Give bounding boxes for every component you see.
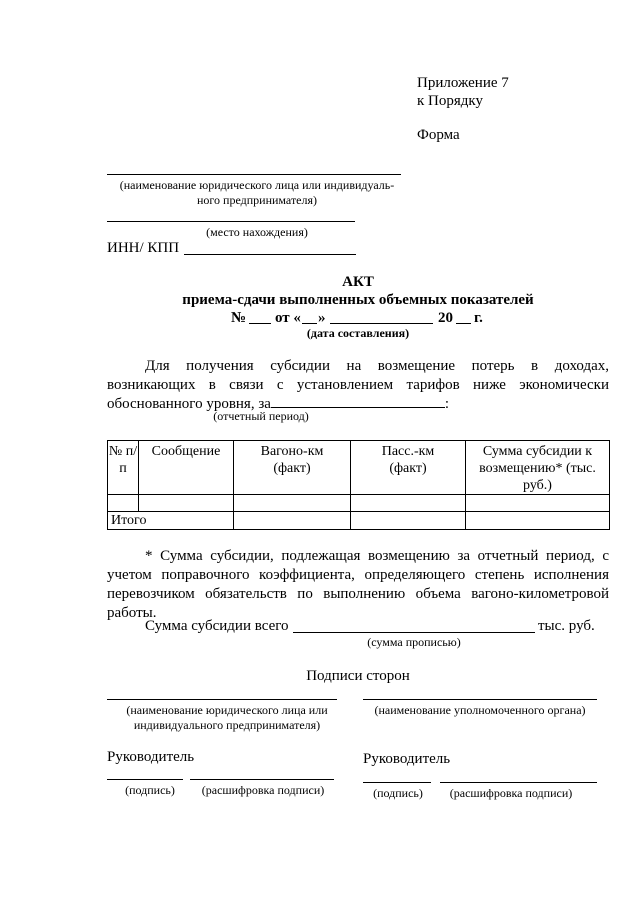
appendix-reference: к Порядку (417, 93, 483, 109)
right-party-caption: (наименование уполномоченного органа) (374, 703, 586, 717)
left-sign-caption: (подпись) (125, 783, 175, 797)
total-sum-line (293, 632, 535, 633)
act-number-line (249, 323, 271, 324)
org-name-caption-2: ного предпринимателя) (196, 193, 318, 207)
col-header-route: Сообщение (139, 441, 234, 495)
table-cell[interactable] (139, 495, 234, 512)
total-pass-km-cell[interactable] (351, 512, 466, 530)
table-header-row (108, 441, 610, 495)
subsidy-table (107, 440, 610, 530)
table-total-row (108, 512, 610, 530)
location-caption: (место нахождения) (206, 225, 308, 239)
left-sign-line (107, 779, 183, 780)
left-party-line (107, 699, 337, 700)
act-date-quote: » (318, 310, 326, 326)
act-subtitle: приема-сдачи выполненных объемных показателей (182, 292, 534, 308)
signatures-title: Подписи сторон (306, 668, 410, 684)
col-header-subsidy: Сумма субсидии к возмещению* (тыс. руб.) (466, 441, 610, 495)
org-name-line (107, 174, 401, 175)
total-subsidy-cell[interactable] (466, 512, 610, 530)
right-party-line (363, 699, 597, 700)
left-party-caption-2: индивидуального предпринимателя) (133, 718, 321, 732)
form-label: Форма (417, 127, 460, 143)
total-car-km-cell[interactable] (234, 512, 351, 530)
intro-colon: : (444, 396, 450, 412)
right-head-label: Руководитель (363, 751, 451, 767)
period-caption: (отчетный период) (213, 409, 309, 423)
act-date-caption: (дата составления) (306, 326, 410, 340)
right-decode-caption: (расшифровка подписи) (449, 786, 573, 800)
table-row (108, 495, 610, 512)
intro-text: Для получения субсидии на возмещение потерь в доходах, возникающих в связи с установлением тарифов ниже экономически обоснованного уровня, за (107, 358, 609, 412)
table-cell[interactable] (466, 495, 610, 512)
org-name-caption-1: (наименование юридического лица или индивидуаль- (119, 178, 395, 192)
left-head-label: Руководитель (107, 749, 195, 765)
left-party-caption-1: (наименование юридического лица или (126, 703, 328, 717)
act-day-line (302, 323, 317, 324)
col-header-car-km: Вагоно-км (факт) (234, 441, 351, 495)
location-line (107, 221, 355, 222)
total-sum-label: Сумма субсидии всего (145, 618, 289, 634)
act-title: АКТ (342, 274, 374, 290)
col-header-pass-km: Пасс.-км (факт) (351, 441, 466, 495)
table-cell[interactable] (108, 495, 139, 512)
col-header-number: № п/п (108, 441, 139, 495)
table-cell[interactable] (234, 495, 351, 512)
right-sign-line (363, 782, 431, 783)
act-month-line (330, 323, 433, 324)
right-decode-line (440, 782, 597, 783)
act-year-line (456, 323, 471, 324)
act-year-suffix: г. (474, 310, 483, 326)
table-cell[interactable] (351, 495, 466, 512)
act-date-from: от « (275, 310, 301, 326)
act-number-sign: № (231, 310, 247, 326)
footnote-paragraph: * Сумма субсидии, подлежащая возмещению за отчетный период, с учетом поправочного коэффициента, определяющего степень исполнения перевозчиком обязательств по выполнению объема вагоно-километровой работы. (107, 548, 609, 621)
act-year-prefix: 20 (438, 310, 453, 326)
inn-kpp-line (184, 254, 356, 255)
total-label: Итого (108, 512, 234, 530)
right-sign-caption: (подпись) (373, 786, 423, 800)
intro-paragraph (107, 357, 609, 414)
sum-words-caption: (сумма прописью) (367, 635, 461, 649)
total-sum-unit: тыс. руб. (538, 618, 595, 634)
appendix-number: Приложение 7 (417, 75, 509, 91)
inn-kpp-label: ИНН/ КПП (107, 240, 180, 256)
period-line (271, 395, 445, 408)
left-decode-line (190, 779, 334, 780)
left-decode-caption: (расшифровка подписи) (201, 783, 325, 797)
